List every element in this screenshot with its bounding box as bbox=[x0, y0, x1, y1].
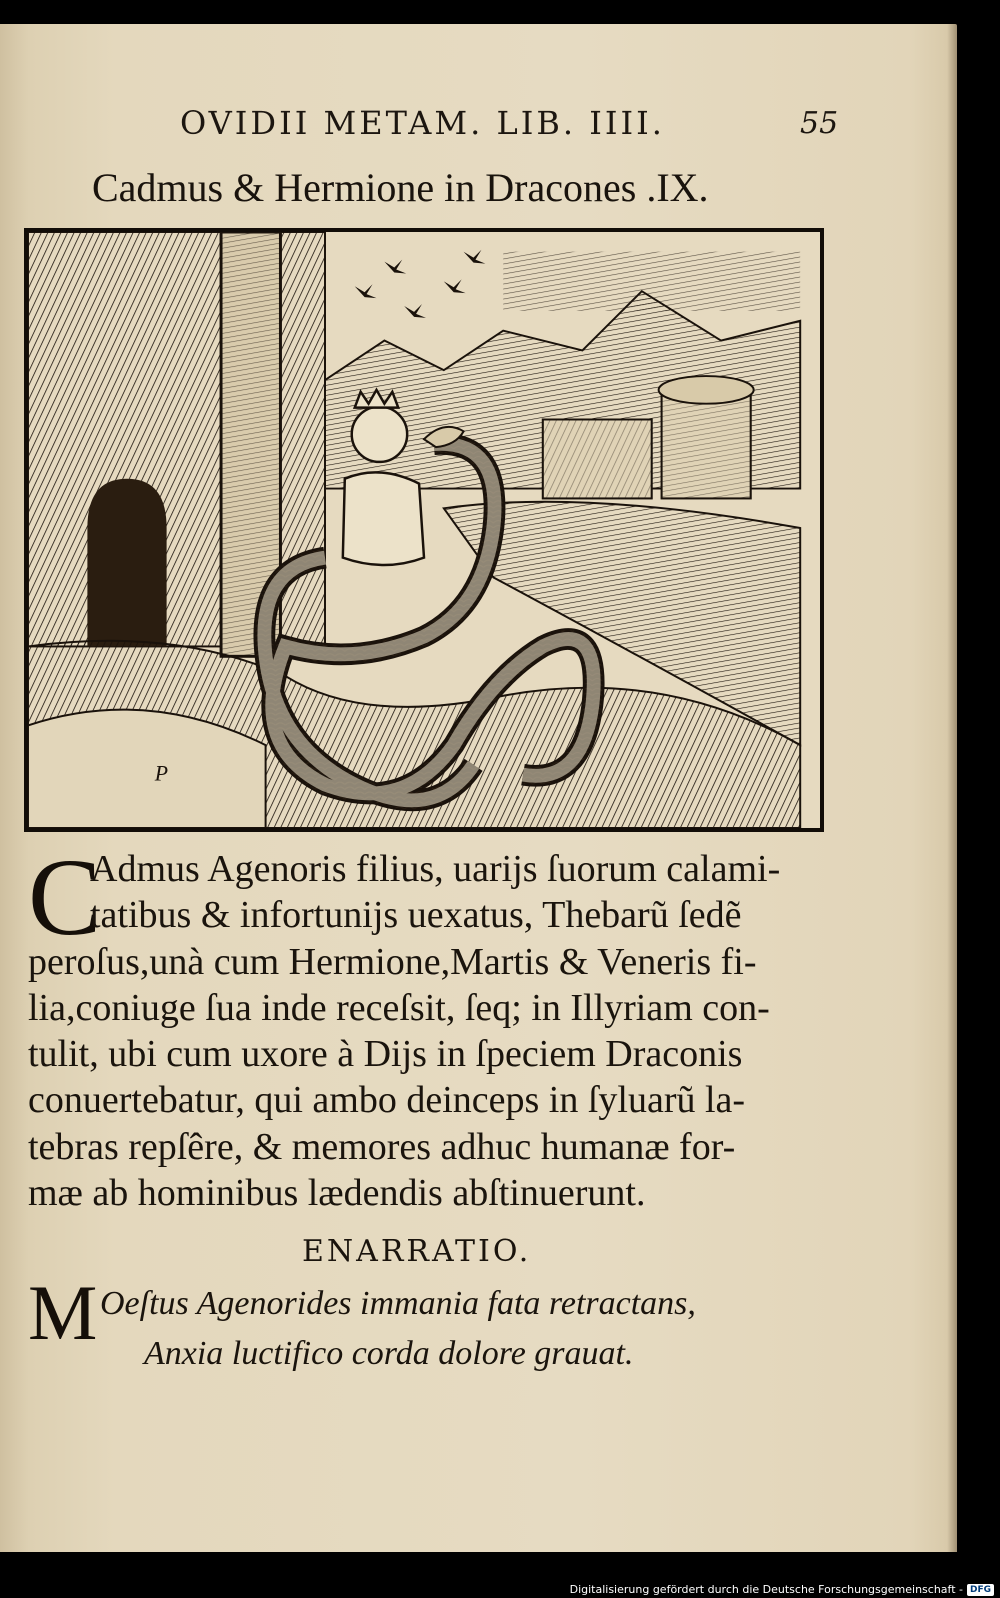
verse-line: Anxia luctifico corda dolore grauat. bbox=[144, 1335, 634, 1372]
body-line: peroſus,unà cum Hermione,Martis & Veneris fi- bbox=[28, 940, 757, 983]
body-line: tatibus & infortunijs uexatus, Thebarũ ſedẽ bbox=[90, 894, 742, 937]
body-line: tulit, ubi cum uxore à Dijs in ſpeciem Draconis bbox=[28, 1033, 743, 1076]
credit-text: Digitalisierung gefördert durch die Deutsche Forschungsgemeinschaft - bbox=[569, 1583, 963, 1596]
body-paragraph bbox=[28, 846, 828, 1216]
digitization-credit bbox=[570, 1583, 994, 1596]
page-number: 55 bbox=[800, 106, 839, 141]
drop-initial-c: C bbox=[28, 836, 102, 958]
body-line: Admus Agenoris filius, uarijs ſuorum calami- bbox=[90, 848, 781, 890]
verse-block bbox=[100, 1279, 696, 1379]
dfg-logo-icon: DFG bbox=[967, 1584, 994, 1596]
body-line: conuertebatur, qui ambo deinceps in ſyluarũ la- bbox=[28, 1079, 746, 1122]
body-line: tebras repſêre, & memores adhuc humanæ for- bbox=[28, 1125, 736, 1168]
body-line: mæ ab hominibus lædendis abſtinuerunt. bbox=[28, 1172, 646, 1215]
body-line: lia,coniuge ſua inde receſsit, ſeq; in Illyriam con- bbox=[28, 986, 770, 1029]
book-page bbox=[0, 24, 957, 1552]
woodcut-illustration-icon bbox=[28, 232, 820, 828]
drop-initial-m: M bbox=[28, 1269, 98, 1356]
woodcut-illustration bbox=[24, 228, 824, 832]
running-title: OVIDII METAM. LIB. IIII. bbox=[180, 104, 665, 142]
section-heading: ENARRATIO. bbox=[302, 1234, 532, 1269]
illustration-caption: Cadmus & Hermione in Dracones .IX. bbox=[92, 165, 709, 210]
woodcut-monogram: P bbox=[154, 761, 169, 786]
verse-line: Oeſtus Agenorides immania fata retractans, bbox=[100, 1285, 696, 1322]
